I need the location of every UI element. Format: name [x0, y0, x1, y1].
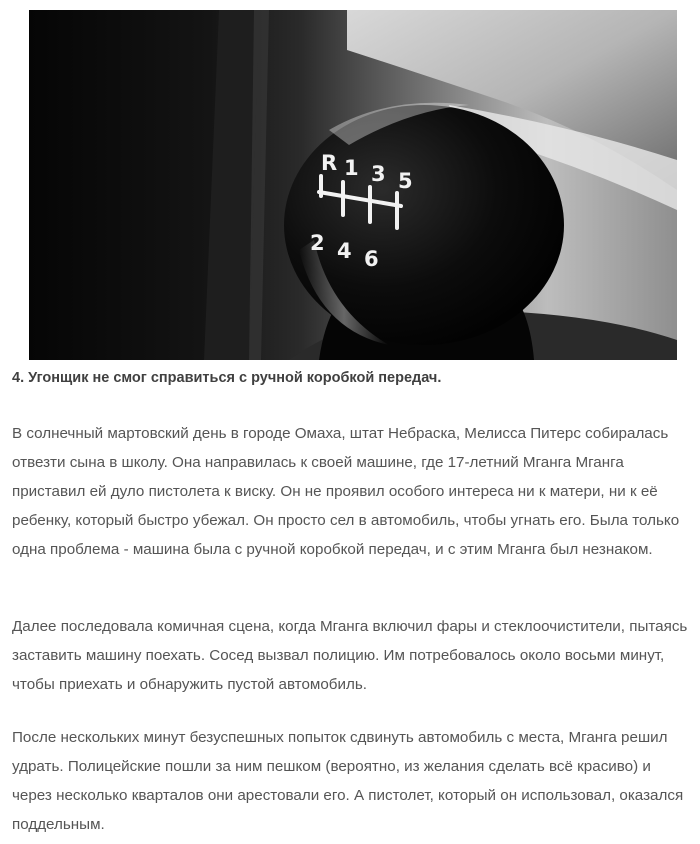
article-heading: 4. Угонщик не смог справиться с ручной коробкой передач.: [12, 370, 442, 386]
gear-label-4: 4: [337, 239, 352, 263]
gear-label-3: 3: [371, 162, 386, 186]
gear-knob-photo: [29, 10, 677, 360]
gear-label-1: 1: [344, 156, 359, 180]
article-paragraph-3: После нескольких минут безуспешных попыток сдвинуть автомобиль с места, Мганга решил удрать. Полицейские пошли за ним пешком (вероятно, из желания сделать всё красиво) и через несколько кварталов они арестовали его. А пистолет, который он использовал, оказался поддельным.: [12, 729, 684, 833]
gear-label-reverse: R: [321, 151, 338, 175]
gear-label-2: 2: [310, 231, 325, 255]
gear-label-5: 5: [398, 169, 413, 193]
gear-knob-illustration: [29, 10, 677, 360]
article-paragraph-1: В солнечный мартовский день в городе Омаха, штат Небраска, Мелисса Питерс собиралась отвезти сына в школу. Она направилась к своей машине, где 17-летний Мганга Мганга приставил ей дуло пистолета к виску. Он не проявил особого интереса ни к матери, ни к её ребенку, который быстро убежал. Он просто сел в автомобиль, чтобы угнать его. Была только одна проблема - машина была с ручной коробкой передач, и с этим Мганга был незнаком.: [12, 425, 680, 558]
gear-label-6: 6: [364, 247, 379, 271]
article-paragraph-2: Далее последовала комичная сцена, когда Мганга включил фары и стеклоочистители, пытаясь заставить машину поехать. Сосед вызвал полицию. Им потребовалось около восьми минут, чтобы приехать и обнаружить пустой автомобиль.: [12, 618, 688, 693]
